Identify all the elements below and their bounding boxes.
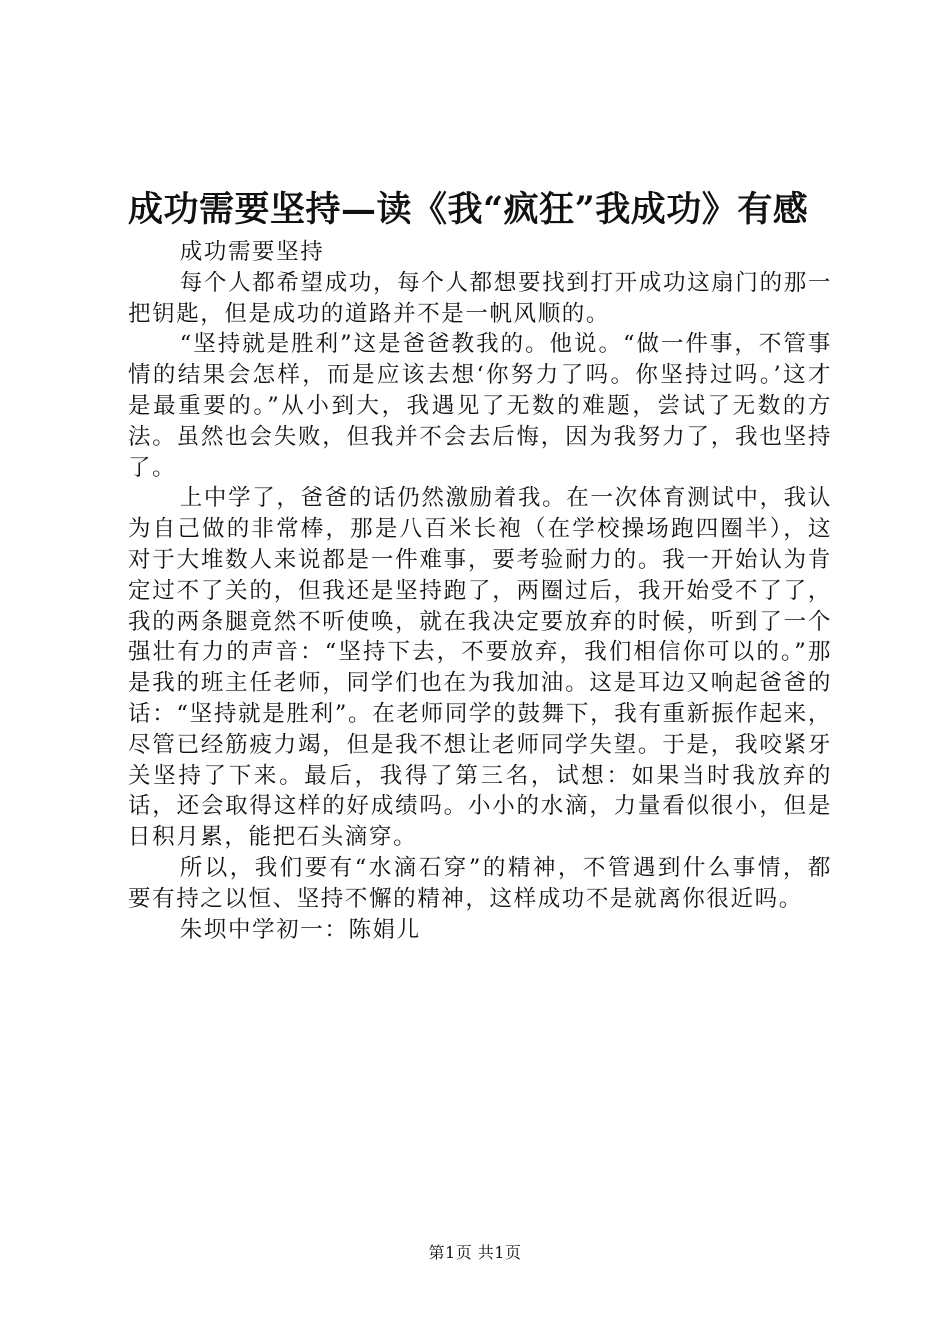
author-signature: 朱坝中学初一：陈娟儿 (179, 916, 421, 943)
paragraph: 所以，我们要有“水滴石穿”的精神，不管遇到什么事情，都要有持之以恒、坚持不懈的精神，这样成功不是就离你很近吗。 (128, 854, 832, 912)
document-subtitle: 成功需要坚持 (179, 239, 325, 265)
paragraph: “坚持就是胜利”这是爸爸教我的。他说。“做一件事，不管事情的结果会怎样，而是应该去想‘你努力了吗。你坚持过吗。’这才是最重要的。”从小到大，我遇见了无数的难题，尝试了无数的方法。虽然也会失败，但我并不会去后悔，因为我努力了，我也坚持了。 (128, 331, 832, 481)
document-body (128, 237, 832, 945)
paragraph: 上中学了，爸爸的话仍然激励着我。在一次体育测试中，我认为自己做的非常棒，那是八百米长袍（在学校操场跑四圈半），这对于大堆数人来说都是一件难事，要考验耐力的。我一开始认为肯定过不了关的，但我还是坚持跑了，两圈过后，我开始受不了了，我的两条腿竟然不听使唤，就在我决定要放弃的时候，听到了一个强壮有力的声音：“坚持下去，不要放弃，我们相信你可以的。”那是我的班主任老师，同学们也在为我加油。这是耳边又响起爸爸的话：“坚持就是胜利”。在老师同学的鼓舞下，我有重新振作起来，尽管已经筋疲力竭，但是我不想让老师同学失望。于是，我咬紧牙关坚持了下来。最后，我得了第三名，试想：如果当时我放弃的话，还会取得这样的好成绩吗。小小的水滴，力量看似很小，但是日积月累，能把石头滴穿。 (128, 485, 832, 851)
page-number-footer: 第1页 共1页 (428, 1243, 522, 1262)
paragraph: 每个人都希望成功，每个人都想要找到打开成功这扇门的那一把钥匙，但是成功的道路并不是一帆风顺的。 (128, 269, 832, 327)
document-title: 成功需要坚持—读《我“疯狂”我成功》有感 (128, 189, 809, 230)
